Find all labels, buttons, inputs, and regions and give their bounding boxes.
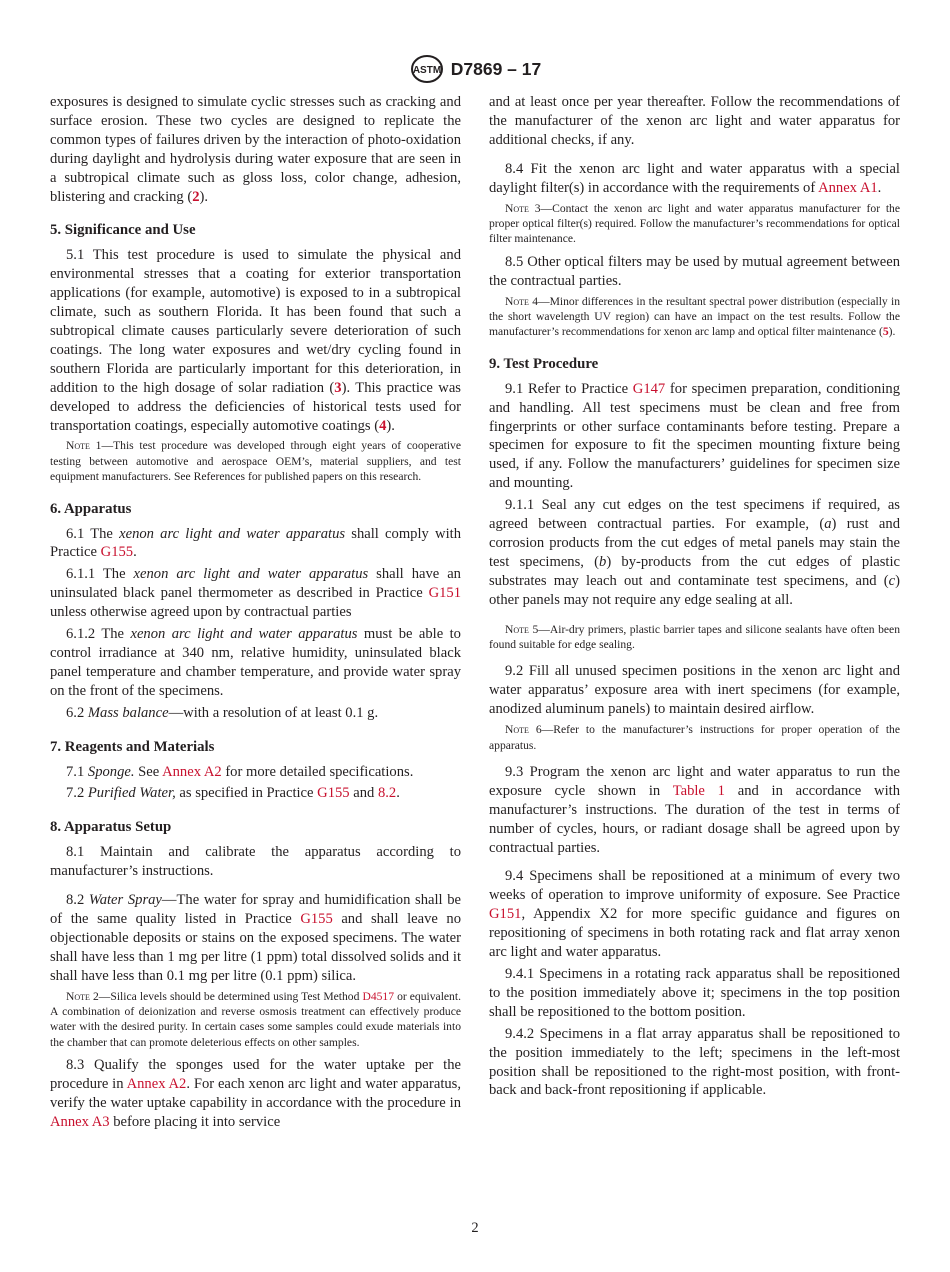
text: 6.1.2 The — [66, 626, 131, 643]
reference-link[interactable]: Annex A2 — [126, 1076, 187, 1093]
section-heading — [50, 500, 461, 519]
paragraph — [489, 380, 900, 493]
paragraph — [489, 763, 900, 858]
text: See — [134, 763, 163, 780]
paragraph — [50, 784, 461, 803]
astm-logo-icon — [409, 54, 445, 84]
text: —The water for spray and humidification shall be of the same quality listed in Practice — [50, 892, 461, 927]
text: . — [877, 179, 882, 196]
paragraph — [50, 1056, 461, 1132]
note-label: Note — [505, 294, 529, 308]
italic-text: c — [888, 572, 896, 589]
citation-link[interactable]: 4 — [379, 417, 387, 434]
note — [489, 294, 900, 340]
text: ) by-products from the cut edges of plastic substrates may leach out and contaminate test specimens, and ( — [489, 553, 900, 589]
italic-text: Water Spray — [88, 892, 162, 909]
text: 9.3 Program the xenon arc light and water apparatus to run the exposure cycle shown in — [489, 763, 900, 799]
page-header — [0, 54, 950, 89]
text: . — [133, 544, 137, 561]
text: and at least once per year thereafter. Follow the recommendations of the manufacturer of the xenon arc light and water apparatus for additional checks, if any. — [489, 94, 900, 148]
right-column — [489, 93, 900, 1103]
paragraph — [489, 496, 900, 609]
paragraph — [489, 662, 900, 719]
text: 8.4 Fit the xenon arc light and water apparatus with a special daylight filter(s) in accordance with the requirements of — [489, 160, 900, 196]
page-number: 2 — [471, 1220, 479, 1236]
section-heading — [50, 738, 461, 757]
text: before placing it into service — [109, 1113, 281, 1130]
italic-text: Sponge. — [87, 763, 135, 780]
text: ). — [199, 188, 209, 205]
section-heading — [50, 221, 461, 240]
note-label: Note — [505, 622, 529, 636]
text: 9.4 Specimens shall be repositioned at a minimum of every two weeks of operation to improve uniformity of exposure. See Practice — [489, 868, 900, 904]
text: 7.1 — [66, 763, 88, 780]
paragraph — [50, 625, 461, 701]
text: 8.2 — [66, 892, 89, 909]
citation-link[interactable]: 3 — [334, 379, 342, 396]
text: 9.4.2 Specimens in a flat array apparatus shall be repositioned to the position immediately to the left; specimens in the left-most position shall be repositioned to the right-most position, with front-back and back-front repositioning if applicable. — [489, 1025, 900, 1099]
reference-link[interactable]: D4517 — [362, 989, 395, 1003]
italic-text: a — [824, 516, 832, 533]
text: 6. Apparatus — [50, 500, 132, 517]
text: 8.5 Other optical filters may be used by mutual agreement between the contractual parties. — [489, 253, 900, 289]
reference-link[interactable]: G155 — [100, 544, 134, 561]
text: 8.3 Qualify the sponges used for the water uptake per the procedure in — [50, 1057, 461, 1093]
paragraph — [489, 93, 900, 150]
paragraph — [489, 867, 900, 962]
text: must be able to control irradiance at 340 nm, relative humidity, uninsulated black panel temperature and chamber temperature, and provide water spray on the front of the specimens. — [50, 626, 461, 699]
text: , Appendix X2 for more specific guidance and figures on repositioning of specimens in both rotating rack and flat array xenon arc light and water apparatus. — [489, 906, 900, 961]
text: and — [349, 785, 378, 802]
text: for more detailed specifications. — [221, 763, 414, 780]
paragraph — [489, 965, 900, 1022]
reference-link[interactable]: Annex A2 — [162, 763, 222, 780]
text: 9.1.1 Seal any cut edges on the test specimens if required, as agreed between contractual parties. For example, ( — [489, 497, 900, 533]
section-heading — [50, 818, 461, 837]
note — [489, 722, 900, 753]
paragraph — [50, 843, 461, 881]
reference-link[interactable]: G151 — [428, 585, 461, 602]
reference-link[interactable]: G155 — [300, 910, 333, 927]
text: 8.1 Maintain and calibrate the apparatus according to manufacturer’s instructions. — [50, 844, 461, 880]
reference-link[interactable]: G151 — [489, 906, 522, 923]
text: 8. Apparatus Setup — [50, 819, 172, 836]
note — [489, 622, 900, 653]
svg-text:ASTM: ASTM — [412, 65, 441, 76]
paragraph — [50, 246, 461, 435]
text: 6.1 The — [66, 525, 120, 542]
text: or equivalent. A combination of deionization and reverse osmosis treatment can effectively produce water with the desired purity. In certain cases some samples could exude materials into the chamber that can promote deleterious effects on other samples. — [50, 989, 461, 1049]
paragraph — [50, 93, 461, 206]
paragraph — [50, 704, 461, 723]
text: 2—Silica levels should be determined using Test Method — [89, 989, 363, 1003]
reference-link[interactable]: Table 1 — [672, 782, 725, 799]
text: as specified in Practice — [175, 785, 318, 802]
text: 6.1.1 The — [66, 566, 134, 583]
text: 9.4.1 Specimens in a rotating rack apparatus shall be repositioned to the position immediately above it; specimens in the top position shall be repositioned to the bottom position. — [489, 965, 900, 1020]
text: ) rust and corrosion products from the cut edges of metal panels may stain the test specimens, ( — [489, 516, 901, 570]
citation-link[interactable]: 5 — [882, 325, 889, 339]
text: ). — [888, 325, 896, 339]
text: exposures is designed to simulate cyclic stresses such as cracking and surface erosion. These two cycles are designed to replicate the common types of failures driven by the interaction of photo-oxidation during daylight and hydrolysis during water exposure that are seen in a subtropical climate such as gloss loss, color change, adhesion, blistering and cracking ( — [50, 94, 461, 205]
note-label: Note — [66, 989, 90, 1003]
standard-designation: D7869 – 17 — [450, 58, 542, 79]
text: ) other panels may not require any edge sealing at all. — [489, 572, 900, 608]
text: —with a resolution of at least 0.1 g. — [168, 704, 379, 721]
left-column — [50, 93, 461, 1135]
paragraph — [50, 565, 461, 622]
text: 7.2 — [66, 785, 88, 802]
italic-text: b — [599, 553, 607, 570]
text: . — [396, 785, 400, 802]
text: ). — [386, 417, 395, 434]
citation-link[interactable]: 2 — [192, 188, 200, 205]
text: shall have an uninsulated black panel thermometer as described in Practice — [50, 566, 461, 602]
note-label: Note — [505, 201, 529, 215]
paragraph — [50, 763, 461, 782]
text: 6.2 — [66, 704, 88, 721]
note-label: Note — [66, 439, 90, 453]
text: and shall leave no objectionable deposits or stains on the exposed specimens. The water shall have less than 1 mg per litre (1 ppm) total dissolved solids and it shall have less than 0.1 mg per litre (0.1 ppm) silica. — [50, 910, 462, 984]
text: 4—Minor differences in the resultant spectral power distribution (especially in the short wavelength UV region) can have an impact on the test results. Follow the manufacturer’s recommendations for xenon arc lamp and optical filter maintenance ( — [489, 294, 900, 339]
note — [489, 201, 900, 247]
reference-link[interactable]: Annex A1 — [818, 179, 878, 196]
text: 9.1 Refer to Practice — [505, 380, 633, 397]
text: 5.1 This test procedure is used to simulate the physical and environmental stresses that a coating for exterior transportation applications (for example, automotive) is exposed to in a subtropical climate, such as southern Florida. It has been found that such a subtropical climate causes particularly severe deterioration of such coatings. The long water exposures and wet/dry cycling found in southern Florida are particularly important for this deterioration, in addition to the high dosage of solar radiation ( — [50, 247, 461, 396]
italic-text: Purified Water, — [87, 785, 176, 802]
note — [50, 438, 461, 484]
reference-link[interactable]: Annex A3 — [50, 1113, 110, 1130]
note-label: Note — [505, 723, 529, 737]
paragraph — [50, 525, 461, 563]
text: shall comply with Practice — [50, 525, 461, 561]
text: 3—Contact the xenon arc light and water apparatus manufacturer for the proper optical filter(s) required. Follow the manufacturer’s recommendations for optical filter maintenance. — [489, 201, 900, 246]
text: 5. Significance and Use — [50, 222, 196, 239]
text: 6—Refer to the manufacturer’s instructions for proper operation of the apparatus. — [489, 723, 900, 752]
italic-text: xenon arc light and water apparatus — [130, 626, 358, 643]
text: and in accordance with manufacturer’s instructions. The duration of the test in terms of number of cycles, hours, or radiant dosage shall be agreed upon by contractual parties. — [489, 782, 900, 856]
reference-link[interactable]: G155 — [317, 785, 350, 802]
paragraph — [489, 1025, 900, 1101]
italic-text: xenon arc light and water apparatus — [133, 566, 369, 583]
paragraph — [489, 160, 900, 198]
text: 7. Reagents and Materials — [50, 738, 215, 755]
paragraph — [50, 891, 461, 986]
text: 1—This test procedure was developed through eight years of cooperative testing between automotive and aerospace OEM’s, material suppliers, and test equipment manufacturers. See References for published papers on this research. — [50, 439, 461, 484]
italic-text: Mass balance — [87, 704, 169, 721]
paragraph — [489, 253, 900, 291]
note — [50, 989, 461, 1051]
text: ). This practice was developed to address the deficiencies of historical tests used for transportation coatings, especially automotive coatings ( — [50, 379, 461, 434]
text: 9. Test Procedure — [489, 355, 599, 372]
text: 5—Air-dry primers, plastic barrier tapes and silicone sealants have often been found suitable for edge sealing. — [489, 622, 900, 651]
italic-text: xenon arc light and water apparatus — [119, 525, 346, 542]
text: . For each xenon arc light and water apparatus, verify the water uptake capability in accordance with the procedure in — [50, 1076, 462, 1111]
text: unless otherwise agreed upon by contractual parties — [50, 604, 352, 621]
reference-link[interactable]: G147 — [632, 380, 666, 397]
text: 9.2 Fill all unused specimen positions in the xenon arc light and water apparatus’ exposure area with inert specimens (for example, anodized aluminum panels) to maintain desired airflow. — [489, 663, 900, 718]
section-heading — [489, 355, 900, 374]
text: for specimen preparation, conditioning and handling. All test specimens must be clean and free from fingerprints or other surface contaminants before testing. Prepare a specimen for exposure to fit the specimen mounting fixture being used, if any. Follow the manufacturers’ guidelines for specimen size and mounting. — [489, 380, 900, 492]
reference-link[interactable]: 8.2 — [377, 785, 397, 802]
